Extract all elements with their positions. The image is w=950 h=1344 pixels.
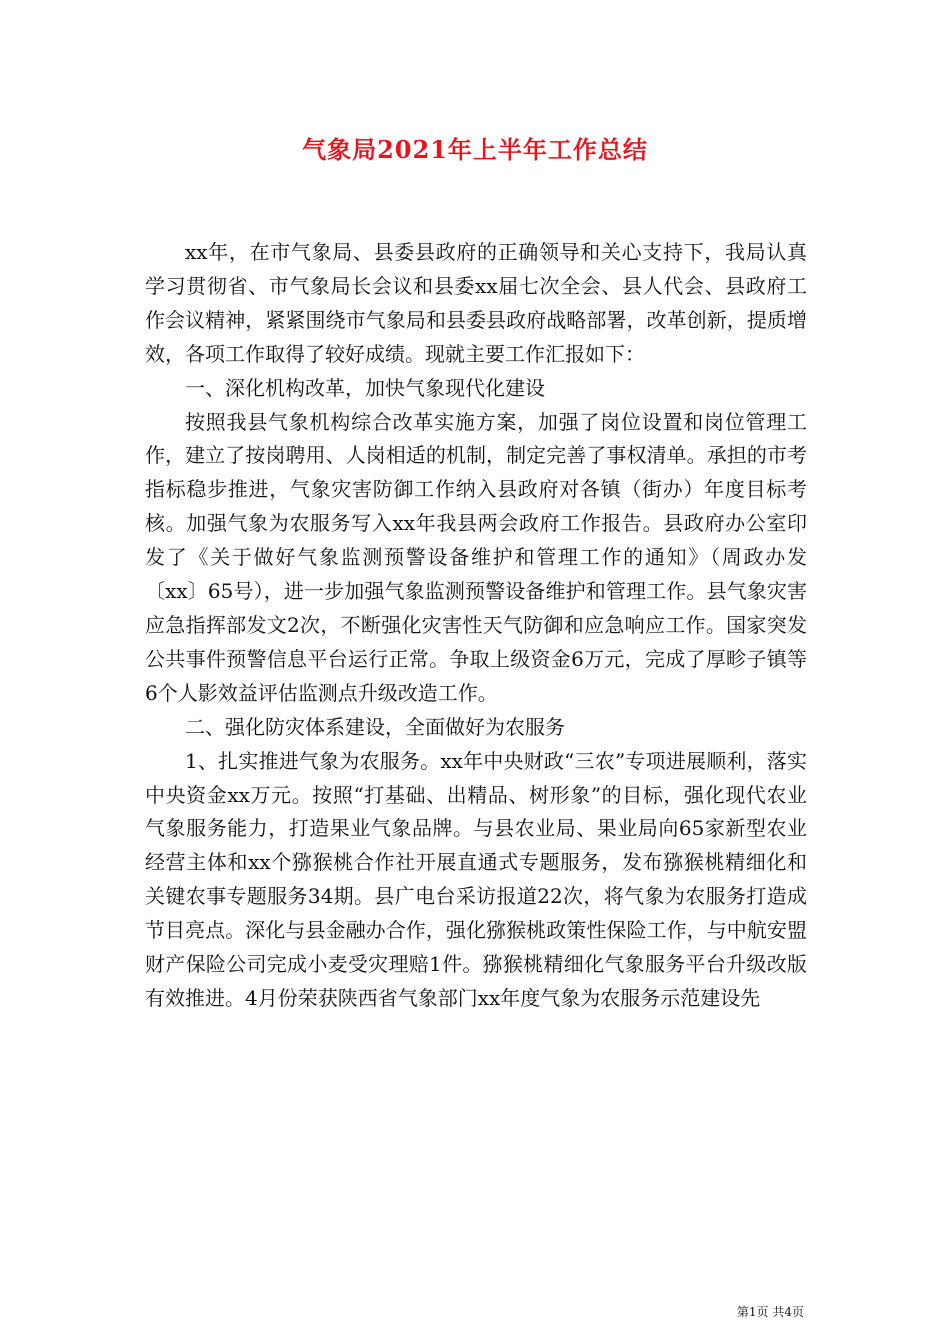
section-1-paragraph: 按照我县气象机构综合改革实施方案，加强了岗位设置和岗位管理工作，建立了按岗聘用、人岗相适的机制，制定完善了事权清单。承担的市考指标稳步推进，气象灾害防御工作纳入县政府对各镇（街办）年度目标考核。加强气象为农服务写入xx年我县两会政府工作报告。县政府办公室印发了《关于做好气象监测预警设备维护和管理工作的通知》（周政办发〔xx〕65号），进一步加强气象监测预警设备维护和管理工作。县气象灾害应急指挥部发文2次，不断强化灾害性天气防御和应急响应工作。国家突发公共事件预警信息平台运行正常。争取上级资金6万元，完成了厚畛子镇等6个人影效益评估监测点升级改造工作。 <box>145 409 807 705</box>
document-body <box>145 236 807 1016</box>
section-heading-2: 二、强化防灾体系建设，全面做好为农服务 <box>185 714 565 739</box>
section-2-paragraph: 1、扎实推进气象为农服务。xx年中央财政“三农”专项进展顺利，落实中央资金xx万元。按照“打基础、出精品、树形象”的目标，强化现代农业气象服务能力，打造果业气象品牌。与县农业局、果业局向65家新型农业经营主体和xx个猕猴桃合作社开展直通式专题服务，发布猕猴桃精细化和关键农事专题服务34期。县广电台采访报道22次，将气象为农服务打造成节目亮点。深化与县金融办合作，强化猕猴桃政策性保险工作，与中航安盟财产保险公司完成小麦受灾理赔1件。猕猴桃精细化气象服务平台升级改版有效推进。4月份荣获陕西省气象部门xx年度气象为农服务示范建设先 <box>145 748 807 1010</box>
intro-paragraph: xx年，在市气象局、县委县政府的正确领导和关心支持下，我局认真学习贯彻省、市气象局长会议和县委xx届七次全会、县人代会、县政府工作会议精神，紧紧围绕市气象局和县委县政府战略部署，改革创新，提质增效，各项工作取得了较好成绩。现就主要工作汇报如下： <box>145 240 807 366</box>
section-heading-1: 一、深化机构改革，加快气象现代化建设 <box>185 375 545 400</box>
document-title: 气象局2021年上半年工作总结 <box>302 135 648 164</box>
page-number: 第1页 共4页 <box>736 1305 804 1319</box>
